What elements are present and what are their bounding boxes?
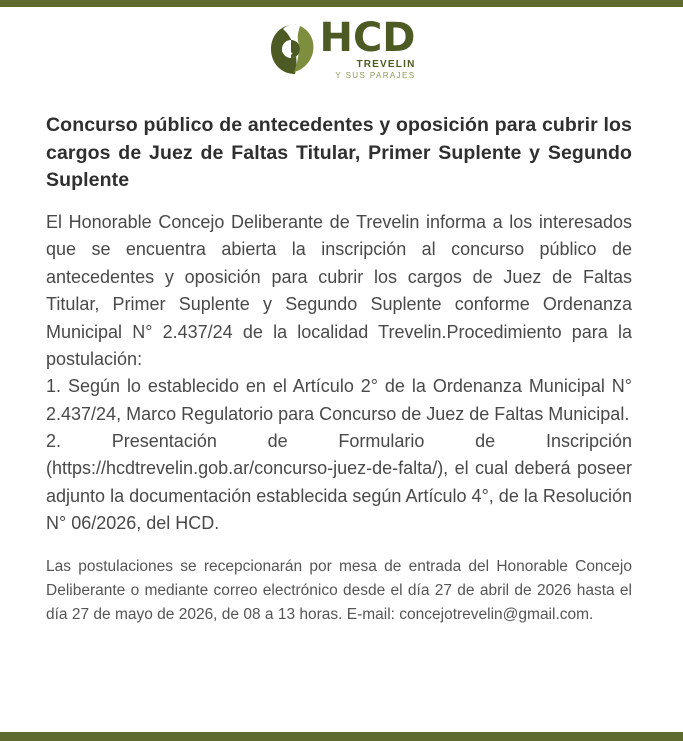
paragraph-step-1: 1. Según lo establecido en el Artículo 2° de la Ordenanza Municipal N° 2.437/24, Marco Regulatorio para Concurso de Juez de Faltas Municipal.: [46, 376, 632, 424]
logo-container: [0, 15, 683, 80]
logo-locality: TREVELIN: [356, 59, 416, 70]
paragraph-closing: Las postulaciones se recepcionarán por mesa de entrada del Honorable Concejo Deliberante o mediante correo electrónico desde el día 27 de abril de 2026 hasta el día 27 de mayo de 2026, de 08 a 13 horas. E-mail: concejotrevelin@gmail.com.: [46, 558, 632, 624]
bottom-accent-bar: [0, 732, 683, 741]
paragraph-step-2: 2. Presentación de Formulario de Inscripción (https://hcdtrevelin.gob.ar/concurso-juez-de-falta/), el cual deberá poseer adjunto la documentación establecida según Artículo 4°, de la Resolución N° 06/2026, del HCD.: [46, 430, 632, 534]
leaf-emblem-icon: [267, 22, 315, 80]
hcd-trevelin-logo: [267, 15, 416, 80]
page-title: Concurso público de antecedentes y oposición para cubrir los cargos de Juez de Faltas Titular, Primer Suplente y Segundo Suplente: [46, 114, 632, 192]
logo-tagline: Y SUS PARAJES: [335, 71, 416, 80]
document-content: [46, 112, 632, 627]
paragraph-intro: El Honorable Concejo Deliberante de Trevelin informa a los interesados que se encuentra abierta la inscripción al concurso público de antecedentes y oposición para cubrir los cargos de Juez de Faltas Titular, Primer Suplente y Segundo Suplente conforme Ordenanza Municipal N° 2.437/24 de la localidad Trevelin.Procedimiento para la postulación:: [46, 212, 632, 369]
logo-wordmark: [319, 15, 416, 80]
logo-acronym: HCD: [319, 15, 416, 61]
top-accent-bar: [0, 0, 683, 7]
paragraph-spacer: [46, 537, 632, 555]
logo-row: [267, 15, 416, 80]
